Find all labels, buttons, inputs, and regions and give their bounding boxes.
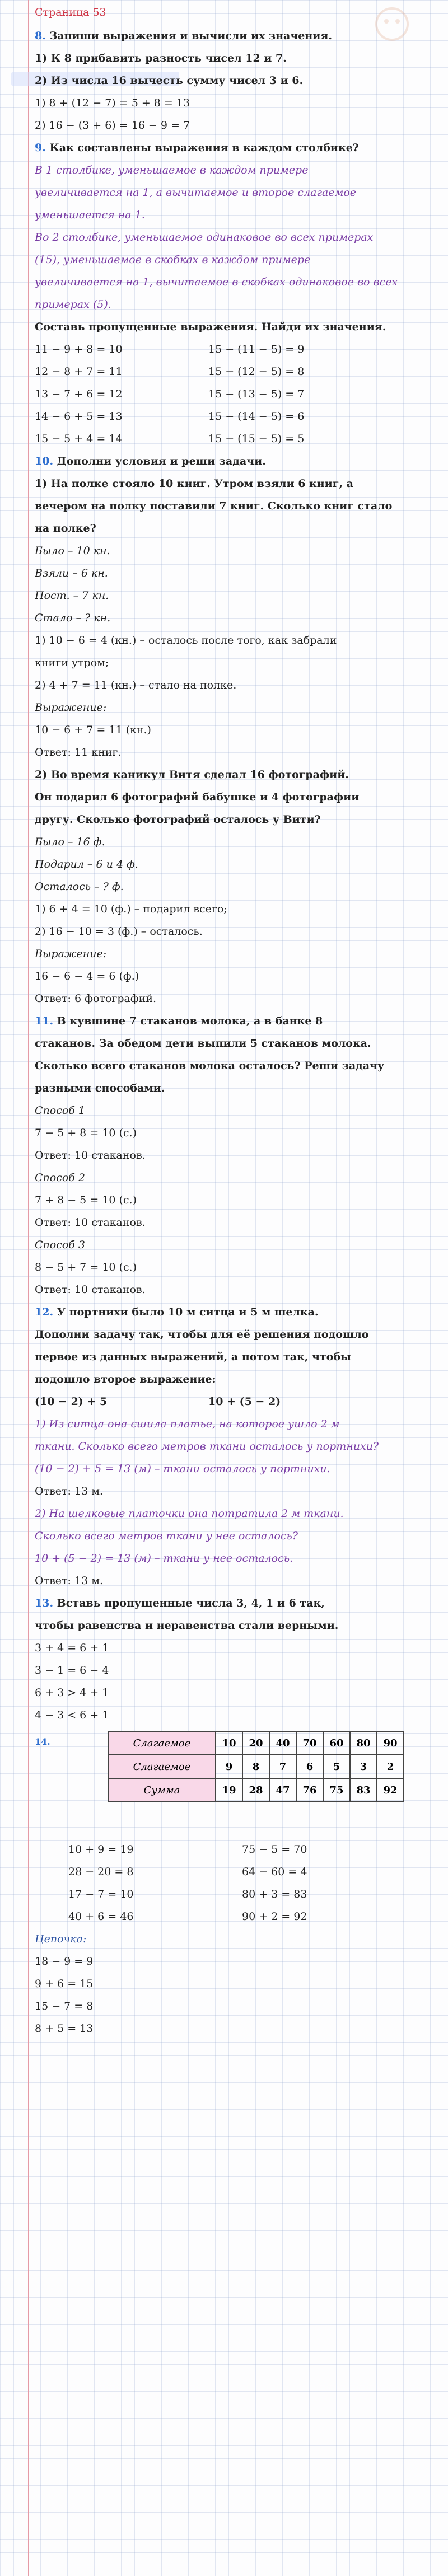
task12-title-line: подошло второе выражение: bbox=[35, 1373, 216, 1385]
workbook-page bbox=[35, 0, 438, 2040]
task10-title: 10. Дополни условия и реши задачи. bbox=[35, 455, 266, 467]
expression-label: Выражение: bbox=[35, 701, 107, 714]
task10-solution-line: книги утром; bbox=[35, 657, 109, 669]
task10-expression-1: 10 − 6 + 7 = 11 (кн.) bbox=[35, 724, 151, 736]
task10-problem2-line: 2) Во время каникул Витя сделал 16 фотографий. bbox=[35, 769, 349, 781]
chain-step: 8 + 5 = 13 bbox=[35, 2022, 94, 2035]
table-cell: 76 bbox=[296, 1778, 323, 1802]
expression-label: Выражение: bbox=[35, 948, 107, 960]
task12-title-line: 12. У портнихи было 10 м ситца и 5 м шелка. bbox=[35, 1306, 319, 1318]
task9-col1-expression: 13 − 7 + 6 = 12 bbox=[35, 388, 123, 400]
table-cell: 80 bbox=[350, 1731, 377, 1755]
task9-col2-expression: 15 − (12 − 5) = 8 bbox=[208, 366, 305, 378]
task9-col2-expression: 15 − (15 − 5) = 5 bbox=[208, 433, 305, 445]
task9-title: 9. Как составлены выражения в каждом столбике? bbox=[35, 142, 359, 154]
task12-solution-line: Сколько всего метров ткани у нее осталось? bbox=[35, 1530, 298, 1542]
table-cell: 40 bbox=[269, 1731, 296, 1755]
task12-expression-a: (10 − 2) + 5 bbox=[35, 1395, 108, 1408]
method-expression: 7 − 5 + 8 = 10 (с.) bbox=[35, 1127, 137, 1139]
table-cell: 10 bbox=[216, 1731, 242, 1755]
task12-expression-b: 10 + (5 − 2) bbox=[208, 1395, 281, 1408]
table-cell: 5 bbox=[323, 1755, 350, 1778]
task10-problem1-line: вечером на полку поставили 7 книг. Сколько книг стало bbox=[35, 500, 393, 512]
task12-answer-1: Ответ: 13 м. bbox=[35, 1485, 104, 1497]
table-row bbox=[108, 1755, 404, 1778]
task11-title-line: Сколько всего стаканов молока осталось? Реши задачу bbox=[35, 1060, 385, 1072]
task9-col1-expression: 11 − 9 + 8 = 10 bbox=[35, 343, 123, 355]
task10-solution-line: 2) 16 − 10 = 3 (ф.) – осталось. bbox=[35, 925, 203, 938]
method-expression: 8 − 5 + 7 = 10 (с.) bbox=[35, 1261, 137, 1273]
task14-col2-equation: 75 − 5 = 70 bbox=[242, 1843, 307, 1856]
task12-solution-line: 10 + (5 − 2) = 13 (м) – ткани у нее осталось. bbox=[35, 1552, 293, 1565]
method-label: Способ 1 bbox=[35, 1104, 86, 1117]
method-label: Способ 3 bbox=[35, 1239, 86, 1251]
row-header: Слагаемое bbox=[108, 1731, 216, 1755]
table-cell: 9 bbox=[216, 1755, 242, 1778]
task14-col1-equation: 10 + 9 = 19 bbox=[68, 1843, 134, 1856]
task14-col2-equation: 80 + 3 = 83 bbox=[242, 1888, 307, 1900]
task12-solution-line: 1) Из ситца она сшила платье, на которое ушло 2 м bbox=[35, 1418, 340, 1430]
task9-col1-expression: 12 − 8 + 7 = 11 bbox=[35, 366, 123, 378]
table-cell: 70 bbox=[296, 1731, 323, 1755]
task8-title: 8. Запиши выражения и вычисли их значения. bbox=[35, 30, 333, 42]
table-cell: 47 bbox=[269, 1778, 296, 1802]
task9-col2-expression: 15 − (13 − 5) = 7 bbox=[208, 388, 305, 400]
task12-solution-line: ткани. Сколько всего метров ткани осталось у портнихи? bbox=[35, 1440, 379, 1453]
task9-para1-line: В 1 столбике, уменьшаемое в каждом примере bbox=[35, 164, 309, 176]
table-cell: 19 bbox=[216, 1778, 242, 1802]
chain-step: 18 − 9 = 9 bbox=[35, 1955, 94, 1968]
task-number: 9. bbox=[35, 142, 46, 154]
task14-number: 14. bbox=[35, 1736, 50, 1747]
method-answer: Ответ: 10 стаканов. bbox=[35, 1216, 146, 1229]
task9-col2-expression: 15 − (14 − 5) = 6 bbox=[208, 410, 305, 423]
task10-condition: Было – 10 кн. bbox=[35, 545, 110, 557]
task-number: 13. bbox=[35, 1597, 54, 1609]
row-header: Слагаемое bbox=[108, 1755, 216, 1778]
task9-para1-line: увеличивается на 1, а вычитаемое и второе слагаемое bbox=[35, 186, 357, 199]
table-cell: 28 bbox=[242, 1778, 269, 1802]
task11-title-line: разными способами. bbox=[35, 1082, 165, 1094]
task10-condition: Стало – ? кн. bbox=[35, 612, 111, 624]
task8-question-1: 1) К 8 прибавить разность чисел 12 и 7. bbox=[35, 52, 287, 64]
task14-table-area bbox=[35, 1726, 438, 1838]
task10-expression-2: 16 − 6 − 4 = 6 (ф.) bbox=[35, 970, 139, 982]
method-expression: 7 + 8 − 5 = 10 (с.) bbox=[35, 1194, 137, 1206]
task10-condition: Осталось – ? ф. bbox=[35, 880, 124, 893]
task9-col1-expression: 14 − 6 + 5 = 13 bbox=[35, 410, 123, 423]
task9-expressions bbox=[35, 338, 438, 450]
page-number: Страница 53 bbox=[35, 6, 106, 18]
method-answer: Ответ: 10 стаканов. bbox=[35, 1149, 146, 1161]
table-cell: 7 bbox=[269, 1755, 296, 1778]
task8-answer-1: 1) 8 + (12 − 7) = 5 + 8 = 13 bbox=[35, 97, 190, 109]
method-label: Способ 2 bbox=[35, 1172, 86, 1184]
chain-step: 9 + 6 = 15 bbox=[35, 1978, 94, 1990]
table-cell: 92 bbox=[377, 1778, 404, 1802]
task12-solution-line: 2) На шелковые платочки она потратила 2 м ткани. bbox=[35, 1507, 344, 1520]
method-answer: Ответ: 10 стаканов. bbox=[35, 1284, 146, 1296]
task13-title-line: 13. Вставь пропущенные числа 3, 4, 1 и 6 так, bbox=[35, 1597, 325, 1609]
task9-para2-line: примерах (5). bbox=[35, 298, 111, 311]
task10-solution-line: 2) 4 + 7 = 11 (кн.) – стало на полке. bbox=[35, 679, 237, 691]
task10-answer-2: Ответ: 6 фотографий. bbox=[35, 992, 157, 1005]
task10-answer-1: Ответ: 11 книг. bbox=[35, 746, 122, 758]
task9-col1-expression: 15 − 5 + 4 = 14 bbox=[35, 433, 123, 445]
table-cell: 75 bbox=[323, 1778, 350, 1802]
task11-title-line: стаканов. За обедом дети выпили 5 стаканов молока. bbox=[35, 1037, 371, 1050]
table-cell: 90 bbox=[377, 1731, 404, 1755]
task9-col2-expression: 15 − (11 − 5) = 9 bbox=[208, 343, 305, 355]
task14-col2-equation: 64 − 60 = 4 bbox=[242, 1866, 307, 1878]
notebook-margin-line bbox=[28, 0, 29, 2576]
task10-condition: Подарил – 6 и 4 ф. bbox=[35, 858, 138, 870]
task14-col1-equation: 40 + 6 = 46 bbox=[68, 1910, 134, 1923]
task12-answer-2: Ответ: 13 м. bbox=[35, 1575, 104, 1587]
task14-col1-equation: 17 − 7 = 10 bbox=[68, 1888, 134, 1900]
table-cell: 8 bbox=[242, 1755, 269, 1778]
task9-para2-line: увеличивается на 1, вычитаемое в скобках одинаковое во всех bbox=[35, 276, 398, 288]
task13-item: 3 + 4 = 6 + 1 bbox=[35, 1642, 109, 1654]
row-header: Сумма bbox=[108, 1778, 216, 1802]
task10-problem2-line: Он подарил 6 фотографий бабушке и 4 фотографии bbox=[35, 791, 360, 803]
table-cell: 83 bbox=[350, 1778, 377, 1802]
task10-condition: Пост. – 7 кн. bbox=[35, 589, 109, 602]
task12-title-line: первое из данных выражений, а потом так, чтобы bbox=[35, 1351, 352, 1363]
task13-item: 3 − 1 = 6 − 4 bbox=[35, 1664, 109, 1676]
task9-para2-line: (15), уменьшаемое в скобках в каждом примере bbox=[35, 254, 311, 266]
table-row bbox=[108, 1778, 404, 1802]
table-cell: 6 bbox=[296, 1755, 323, 1778]
task11-title-line: 11. В кувшине 7 стаканов молока, а в банке 8 bbox=[35, 1015, 323, 1027]
task8-question-2: 2) Из числа 16 вычесть сумму чисел 3 и 6. bbox=[35, 74, 304, 87]
task12-solution-line: (10 − 2) + 5 = 13 (м) – ткани осталось у портнихи. bbox=[35, 1463, 330, 1475]
table-cell: 20 bbox=[242, 1731, 269, 1755]
table-cell: 60 bbox=[323, 1731, 350, 1755]
task10-solution-line: 1) 6 + 4 = 10 (ф.) – подарил всего; bbox=[35, 903, 227, 915]
table-row bbox=[108, 1731, 404, 1755]
task10-solution-line: 1) 10 − 6 = 4 (кн.) – осталось после того, как забрали bbox=[35, 634, 337, 647]
task14-equations bbox=[35, 1838, 438, 1928]
table-cell: 3 bbox=[350, 1755, 377, 1778]
task-number: 11. bbox=[35, 1015, 54, 1027]
task10-problem2-line: другу. Сколько фотографий осталось у Вити? bbox=[35, 813, 321, 826]
task-number: 12. bbox=[35, 1306, 54, 1318]
task9-instruction: Составь пропущенные выражения. Найди их значения. bbox=[35, 321, 386, 333]
task-number: 10. bbox=[35, 455, 54, 467]
task14-col1-equation: 28 − 20 = 8 bbox=[68, 1866, 134, 1878]
table-cell: 2 bbox=[377, 1755, 404, 1778]
task12-title-line: Дополни задачу так, чтобы для её решения подошло bbox=[35, 1328, 369, 1341]
task10-problem1-line: 1) На полке стояло 10 книг. Утром взяли 6 книг, а bbox=[35, 477, 353, 490]
task14-col2-equation: 90 + 2 = 92 bbox=[242, 1910, 307, 1923]
task10-condition: Было – 16 ф. bbox=[35, 836, 105, 848]
task13-item: 6 + 3 > 4 + 1 bbox=[35, 1687, 109, 1699]
task12-expressions bbox=[35, 1390, 438, 1413]
task10-condition: Взяли – 6 кн. bbox=[35, 567, 108, 579]
task13-item: 4 − 3 < 6 + 1 bbox=[35, 1709, 109, 1721]
task14-table bbox=[108, 1731, 404, 1802]
task-number: 8. bbox=[35, 30, 46, 42]
chain-step: 15 − 7 = 8 bbox=[35, 2000, 94, 2012]
task9-para2-line: Во 2 столбике, уменьшаемое одинаковое во всех примерах bbox=[35, 231, 374, 243]
task9-para1-line: уменьшается на 1. bbox=[35, 209, 145, 221]
task8-answer-2: 2) 16 − (3 + 6) = 16 − 9 = 7 bbox=[35, 119, 190, 132]
chain-label: Цепочка: bbox=[35, 1933, 87, 1945]
task10-problem1-line: на полке? bbox=[35, 522, 96, 535]
task13-title-line: чтобы равенства и неравенства стали верными. bbox=[35, 1619, 339, 1632]
